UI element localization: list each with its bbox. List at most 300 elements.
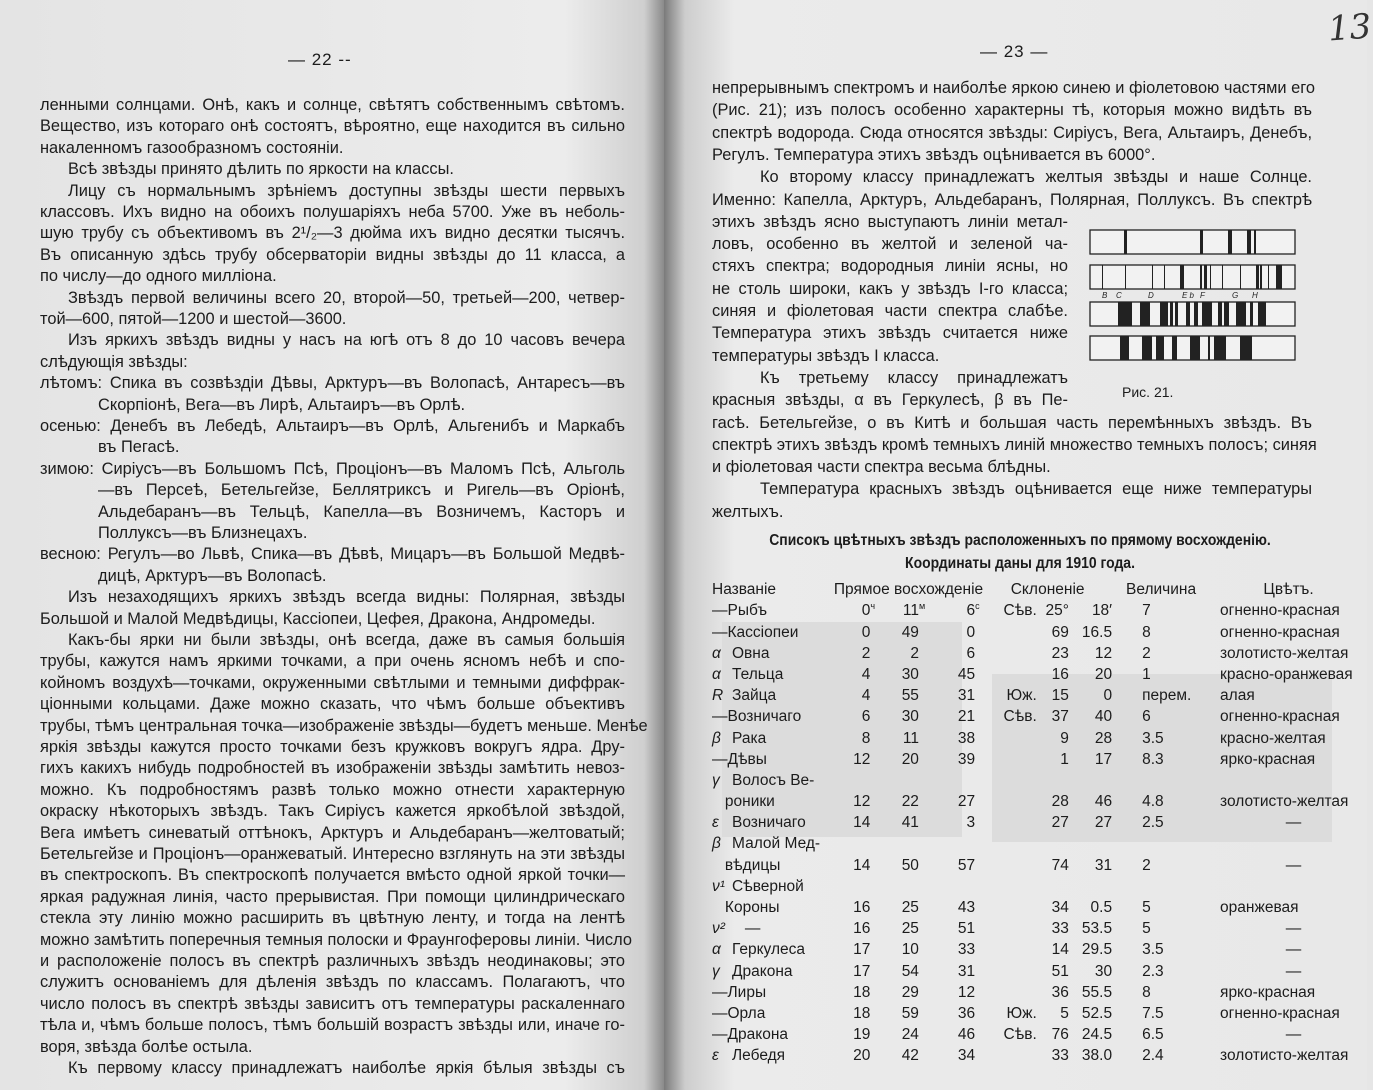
magnitude: 8.3: [1142, 750, 1164, 768]
magnitude: 6: [1142, 708, 1151, 726]
text-line: служитъ основанiемъ для дѣленiя звѣздъ по классамъ. Полагаютъ, что: [40, 973, 625, 992]
ra-value: 6: [966, 644, 976, 662]
absorption-line: [1124, 230, 1127, 254]
ra-value: 11: [902, 602, 919, 620]
star-name-text: —Дракона: [712, 1026, 788, 1044]
star-name: [712, 896, 830, 917]
ra-s: [927, 790, 983, 811]
ra-value: 12: [853, 750, 871, 768]
dec-minutes: 28: [1094, 729, 1113, 747]
dec-degrees: 51: [1051, 962, 1069, 980]
dec-degrees: 74: [1051, 856, 1069, 874]
ra-s: [927, 917, 983, 938]
absorption-line: [1247, 230, 1251, 254]
ra-s: [927, 705, 983, 726]
dec-minutes: 40: [1094, 708, 1113, 726]
text-line: окраску нѣкоторыхъ звѣздъ. Такъ Сирiусъ кажется яркобѣлой звѣздой,: [40, 802, 625, 821]
ra-m: [878, 726, 927, 747]
star-color: —: [1285, 962, 1302, 980]
dec-hemisphere: Юж.: [1006, 687, 1037, 705]
figure-caption: Рис. 21.: [1122, 384, 1174, 400]
table-row: [712, 726, 1367, 747]
dec-minutes: 27: [1094, 814, 1113, 832]
table-header-row: [712, 578, 1367, 599]
text-line: Скорпiонѣ, Вега—въ Лирѣ, Альтаиръ—въ Орлѣ.: [98, 395, 466, 414]
absorption-line: [1250, 302, 1253, 326]
ra-h: [830, 663, 879, 684]
star-name: [712, 811, 830, 832]
text-line: красныя звѣзды, α въ Геркулесѣ, β въ Пе-: [712, 391, 1068, 410]
text-line: койномъ воздухѣ—точками, окруженными свѣтлыми и темными диффрак-: [40, 673, 625, 692]
table-row: [712, 663, 1367, 684]
dec-degrees: [1037, 832, 1069, 853]
text-line: зимою: Сирiусъ—въ Большомъ Псѣ, Процiонъ—въ Маломъ Псѣ, Альголь: [40, 459, 625, 478]
star-name: [712, 769, 830, 790]
dec-degrees: 33: [1051, 920, 1069, 938]
text-line: гихъ какихъ нибудь подробностей въ изображенiи звѣзды замѣтить невоз-: [40, 759, 625, 778]
table-row: [712, 875, 1367, 896]
absorption-line: [1210, 265, 1211, 289]
ra-h: [830, 790, 879, 811]
ra-value: 29: [901, 983, 919, 1001]
ra-value: 18: [853, 1004, 871, 1022]
star-name-text: Зайца: [732, 687, 777, 705]
ra-value: 22: [901, 793, 919, 811]
ra-m: [878, 1044, 927, 1065]
ra-h: [830, 811, 879, 832]
magnitude: 3.5: [1142, 729, 1164, 747]
header-ra: Прямое восхожденiе: [833, 581, 984, 599]
spectral-line-label: H: [1252, 291, 1258, 300]
dec-minutes: 24.5: [1081, 1026, 1113, 1044]
star-letter: γ: [712, 771, 720, 789]
star-color: —: [1285, 814, 1302, 832]
ra-m: [878, 790, 927, 811]
header-color: Цвѣтъ.: [1263, 581, 1314, 599]
ra-value: 38: [957, 729, 976, 747]
ra-value: 3: [966, 814, 976, 832]
star-name: [712, 748, 830, 769]
ra-value: 2: [910, 644, 919, 662]
star-letter: ν²: [712, 920, 725, 938]
text-line: воря, звѣзда болѣе остыла.: [40, 1037, 253, 1056]
star-name: [712, 853, 830, 874]
ra-m: [878, 620, 927, 641]
ra-value: 25: [901, 899, 919, 916]
table-row: [712, 981, 1367, 1002]
table-row: [712, 917, 1367, 938]
text-line: Именно: Капелла, Арктуръ, Альдебаранъ, Полярная, Поллуксъ. Въ спектрѣ: [712, 190, 1312, 209]
text-line: слѣдующiя звѣзды:: [40, 352, 188, 371]
star-name-text: —Кассiопеи: [712, 623, 799, 641]
spectral-line-label: F: [1200, 291, 1205, 300]
ra-value: 59: [901, 1004, 919, 1022]
absorption-line: [1240, 336, 1252, 360]
ra-h: [830, 620, 879, 641]
ra-h: [830, 1002, 879, 1023]
magnitude: [1112, 875, 1210, 896]
magnitude: 2.3: [1142, 962, 1164, 980]
text-line: не столь широки, какъ у звѣздъ I-го класса;: [712, 279, 1068, 298]
spectral-line-label: D: [1148, 291, 1154, 300]
dec-minutes: 53.5: [1081, 920, 1113, 938]
dec-degrees: 5: [1060, 1004, 1069, 1022]
star-name-text: Лебедя: [732, 1047, 786, 1065]
text-line: Поллуксъ—въ Близнецахъ.: [98, 524, 308, 542]
star-name: [712, 705, 830, 726]
dec-degrees: 23: [1051, 644, 1069, 662]
star-name: [712, 726, 830, 747]
star-name-text: Геркулеса: [732, 941, 805, 959]
absorption-line: [1222, 265, 1223, 289]
star-color: алая: [1220, 687, 1255, 705]
star-name-text: Дракона: [732, 962, 793, 980]
magnitude: 5: [1142, 899, 1151, 916]
ra-s: [927, 748, 983, 769]
text-line: Къ третьему классу принадлежатъ: [760, 368, 1068, 387]
text-line: той—600, пятой—1200 и шестой—3600.: [40, 310, 347, 328]
ra-h: [830, 959, 879, 980]
ra-h: [830, 599, 879, 620]
ra-value: 17: [853, 962, 871, 980]
star-letter: α: [712, 665, 721, 683]
ra-s: [927, 938, 983, 959]
header-name: Названiе: [712, 581, 777, 599]
ra-value: 6: [861, 708, 871, 726]
ra-value: 46: [957, 1026, 976, 1044]
ra-h: [830, 896, 879, 917]
ra-s: [927, 875, 983, 896]
dec-hemisphere: [983, 832, 1037, 853]
text-line: тѣла и, чѣмъ больше полосъ, тѣмъ большiй возрастъ звѣзды или, иначе го-: [40, 1016, 625, 1035]
dec-degrees: 34: [1051, 899, 1069, 916]
magnitude: [1112, 832, 1210, 853]
text-line: Регулъ. Температура этихъ звѣздъ оцѣнивается въ 6000°.: [712, 145, 1156, 164]
ra-value: 36: [957, 1004, 976, 1022]
ra-h: [830, 917, 879, 938]
dec-degrees: 76: [1051, 1026, 1069, 1044]
dec-hemisphere: [983, 896, 1037, 917]
star-letter: ε: [712, 1047, 719, 1065]
star-color: огненно-красная: [1220, 602, 1340, 620]
ra-h: [830, 769, 879, 790]
absorption-line: [1224, 302, 1229, 326]
ra-m: [878, 981, 927, 1002]
ra-s: [927, 1044, 983, 1065]
spectral-line-label: C: [1116, 291, 1122, 300]
ra-value: 8: [861, 729, 871, 747]
magnitude: 2.4: [1142, 1047, 1164, 1065]
star-letter: ν¹: [712, 877, 725, 895]
text-line: ленными солнцами. Онѣ, какъ и солнце, свѣтятъ собственнымъ свѣтомъ.: [40, 96, 625, 114]
dec-degrees: 15: [1051, 687, 1069, 705]
ra-value: 0: [966, 623, 976, 641]
absorption-line: [1142, 336, 1152, 360]
table-row: [712, 832, 1367, 853]
star-letter: β: [712, 729, 721, 747]
ra-h: [830, 642, 879, 663]
magnitude: перем.: [1142, 687, 1192, 705]
magnitude: 3.5: [1142, 941, 1164, 959]
star-color: —: [1285, 856, 1302, 874]
star-name-text: Волосъ Ве-: [732, 771, 815, 789]
ra-m: [878, 917, 927, 938]
dec-hemisphere: [983, 726, 1037, 747]
ra-s: [927, 811, 983, 832]
absorption-line: [1236, 302, 1246, 326]
ra-h: [830, 684, 879, 705]
star-letter: γ: [712, 962, 720, 980]
absorption-line: [1125, 265, 1126, 289]
ra-m: [878, 1023, 927, 1044]
table-title: Списокъ цвѣтныхъ звѣздъ расположенныхъ по прямому восхожденiю.: [769, 532, 1271, 549]
text-line: по числу—до одного миллiона.: [40, 267, 277, 286]
dec-hemisphere: Сѣв.: [1003, 708, 1037, 726]
star-name-text: Рака: [732, 729, 767, 747]
ra-h: [830, 981, 879, 1002]
dec-minutes: 17: [1094, 750, 1113, 768]
table-row: [712, 896, 1367, 917]
star-letter: α: [712, 644, 721, 662]
ra-m: [878, 769, 927, 790]
ra-value: 18: [853, 983, 871, 1001]
ra-h: [830, 748, 879, 769]
text-line: можно. Къ подробностямъ развѣ только можно отнести характерную: [40, 780, 625, 799]
dec-minutes: 18′: [1091, 602, 1113, 620]
star-name: [712, 663, 830, 684]
text-line: классовъ. Ихъ видно на обоихъ полушарiяхъ неба 5700. Уже въ неболь-: [40, 203, 625, 221]
ra-value: 33: [957, 941, 976, 959]
table-row: [712, 599, 1367, 620]
dec-hemisphere: [983, 1044, 1037, 1065]
text-line: непрерывнымъ спектромъ и наиболѣе яркою синею и фiолетовою частями его: [712, 79, 1315, 97]
ra-h: [830, 938, 879, 959]
ra-value: 39: [957, 750, 976, 768]
ra-m: [878, 811, 927, 832]
magnitude: 7: [1142, 602, 1151, 620]
ra-s: [927, 684, 983, 705]
absorption-line: [1118, 302, 1132, 326]
absorption-line: [1240, 265, 1241, 289]
ra-value: 11: [902, 729, 919, 747]
ra-value: 27: [957, 793, 976, 811]
absorption-line: [1200, 230, 1203, 254]
star-name-text: Возничаго: [732, 814, 806, 832]
handwritten-page-mark: 13: [1326, 6, 1373, 50]
text-line: стяхъ спектра; водородныя линiи ясны, но: [712, 257, 1068, 276]
ra-s: [927, 853, 983, 874]
ra-value: 16: [853, 920, 871, 938]
absorption-line: [1204, 265, 1207, 289]
star-table: [712, 578, 1367, 1065]
absorption-line: [1200, 265, 1202, 289]
dec-hemisphere: [983, 853, 1037, 874]
dec-degrees: 27: [1051, 814, 1069, 832]
text-line: синяя и фiолетовая части спектра слабѣе.: [712, 302, 1068, 320]
ra-s: [927, 981, 983, 1002]
text-line: и расположенiе полосъ въ спектрѣ различныхъ звѣздъ неодинаковы; это: [40, 952, 625, 970]
text-line: —въ Персеѣ, Бетельгейзе, Беллятриксъ и Ригель—въ Орiонѣ,: [98, 481, 625, 500]
star-color: [1210, 875, 1367, 896]
star-name: [712, 1044, 830, 1065]
ra-value: 14: [853, 814, 871, 832]
ra-value: 49: [901, 623, 919, 641]
star-letter: R: [712, 687, 724, 705]
dec-degrees: 37: [1051, 708, 1069, 726]
dec-minutes: 52.5: [1081, 1004, 1113, 1022]
dec-hemisphere: [983, 790, 1037, 811]
absorption-line: [1280, 265, 1282, 289]
dec-minutes: 55.5: [1081, 983, 1113, 1001]
text-line: Лицу съ нормальнымъ зрѣнiемъ доступны звѣзды шести первыхъ: [68, 181, 625, 200]
star-name-text: Короны: [712, 899, 780, 916]
text-line: цiонными кольцами. Даже можно сказать, что чѣмъ больше объективъ: [40, 695, 625, 714]
absorption-line: [1152, 265, 1153, 289]
absorption-line: [1102, 265, 1103, 289]
star-color: [1210, 832, 1367, 853]
dec-degrees: 16: [1051, 665, 1069, 683]
text-line: температуры звѣздъ I класса.: [712, 346, 940, 365]
absorption-line: [1254, 230, 1256, 254]
star-name-text: —Возничаго: [712, 708, 802, 726]
ra-value: 19: [853, 1026, 871, 1044]
ra-value: 31: [957, 687, 976, 705]
text-line: Въ описанную здѣсь трубу обсерваторiи видны звѣзды до 11 класса, а: [40, 245, 625, 264]
magnitude: 4.8: [1142, 793, 1164, 811]
dec-degrees: 36: [1051, 983, 1069, 1001]
ra-m: [878, 896, 927, 917]
text-line: спектрѣ водорода. Сюда относятся звѣзды: Сирiусъ, Вега, Альтаиръ, Денебъ,: [712, 123, 1312, 142]
star-color: огненно-красная: [1220, 1004, 1340, 1022]
text-line: Альдебаранъ—въ Тельцѣ, Капелла—въ Возничемъ, Касторъ и: [98, 502, 625, 521]
table-row: [712, 620, 1367, 641]
table-row: [712, 1044, 1367, 1065]
absorption-line: [1140, 302, 1150, 326]
dec-hemisphere: [983, 769, 1037, 790]
star-name-text: роники: [712, 793, 775, 811]
dec-hemisphere: [983, 642, 1037, 663]
text-line: Изъ незаходящихъ яркихъ звѣздъ всегда видны: Полярная, звѣзды: [68, 588, 625, 607]
magnitude: 6.5: [1142, 1026, 1164, 1044]
dec-minutes: [1069, 832, 1112, 853]
dec-minutes: 0.5: [1090, 899, 1113, 916]
ra-s: [927, 663, 983, 684]
table-row: [712, 959, 1367, 980]
magnitude: 2: [1142, 644, 1151, 662]
text-line: можно замѣтить поперечныя темныя полоски и Фраунгоферовы линiи. Число: [40, 930, 632, 949]
absorption-line: [1214, 336, 1226, 360]
ra-value: 45: [957, 665, 976, 683]
ra-m: [878, 1002, 927, 1023]
absorption-line: [1258, 302, 1266, 326]
magnitude: 1: [1142, 665, 1151, 683]
ra-h: [830, 832, 879, 853]
text-line: (Рис. 21); изъ полосъ особенно характерны тѣ, которыя можно видѣть въ: [712, 101, 1312, 120]
spectrum-strip: [1090, 230, 1295, 254]
page-number: — 23 —: [980, 42, 1049, 61]
text-line: въ Пегасѣ.: [98, 438, 180, 457]
ra-value: 30: [901, 665, 919, 683]
star-color: золотисто-желтая: [1220, 1047, 1349, 1065]
text-line: Температура красныхъ звѣздъ оцѣнивается еще ниже температуры: [760, 480, 1312, 499]
star-name: [712, 599, 830, 620]
ra-m: [878, 853, 927, 874]
ra-unit: м: [918, 601, 926, 612]
dec-minutes: 46: [1094, 793, 1113, 811]
absorption-line: [1228, 230, 1232, 254]
absorption-line: [1164, 265, 1165, 289]
star-name-text: —Дѣвы: [712, 750, 767, 768]
ra-value: 20: [853, 1047, 871, 1065]
table-row: [712, 769, 1367, 790]
text-line: желтыхъ.: [712, 502, 784, 521]
ra-value: 6: [966, 602, 976, 620]
ra-s: [927, 642, 983, 663]
star-name-text: вѣдицы: [712, 856, 781, 874]
text-line: Вещество, изъ котораго онѣ состоятъ, вѣроятно, еще находится въ сильно: [40, 117, 625, 136]
spectrum-figure: [1088, 222, 1318, 382]
ra-m: [878, 875, 927, 896]
text-line: и фiолетовая части спектра весьма блѣдны.: [712, 458, 1051, 477]
dec-degrees: 33: [1051, 1047, 1069, 1065]
magnitude: 2: [1142, 856, 1151, 874]
ra-value: 43: [957, 899, 976, 916]
dec-hemisphere: [983, 875, 1037, 896]
text-line: Къ первому классу принадлежатъ наиболѣе яркiя бѣлыя звѣзды съ: [68, 1059, 625, 1077]
text-line: Вега имѣетъ синеватый оттѣнокъ, Арктуръ и Альдебаранъ—желтоватый;: [40, 823, 625, 842]
star-name: [712, 959, 830, 980]
dec-hemisphere: [983, 811, 1037, 832]
dec-hemisphere: [983, 917, 1037, 938]
page-number: — 22 --: [288, 50, 352, 69]
star-name-text: Сѣверной: [732, 877, 804, 895]
magnitude: [1112, 769, 1210, 790]
magnitude: 5: [1142, 920, 1151, 938]
star-letter: β: [712, 835, 721, 853]
absorption-line: [1218, 302, 1222, 326]
dec-hemisphere: [983, 620, 1037, 641]
table-row: [712, 705, 1367, 726]
absorption-line: [1276, 265, 1280, 289]
star-color: —: [1285, 920, 1302, 938]
ra-value: 34: [957, 1047, 976, 1065]
spectral-line-label: E b: [1182, 291, 1195, 300]
ra-m: [878, 705, 927, 726]
text-line: лѣтомъ: Спика въ созвѣздiи Дѣвы, Арктуръ—въ Волопасѣ, Антаресъ—въ: [40, 374, 625, 393]
text-line: ловъ, особенно въ желтой и зеленой ча-: [712, 235, 1068, 254]
star-name-text: Овна: [732, 644, 770, 662]
text-line: весною: Регулъ—во Львѣ, Спика—въ Дѣвѣ, Мицаръ—въ Большой Медвѣ-: [40, 545, 625, 564]
ra-value: 17: [853, 941, 871, 959]
ra-m: [878, 684, 927, 705]
dec-minutes: 31: [1094, 856, 1113, 874]
ra-s: [927, 726, 983, 747]
text-line: дицѣ, Арктуръ—въ Волопасѣ.: [98, 566, 327, 585]
text-line: осенью: Денебъ въ Лебедѣ, Альтаиръ—въ Орлѣ, Альгенибъ и Маркабъ: [40, 417, 625, 435]
spectral-line-label: G: [1232, 291, 1239, 300]
ra-s: [927, 832, 983, 853]
absorption-line: [1194, 302, 1198, 326]
dec-hemisphere: [983, 981, 1037, 1002]
star-color: огненно-красная: [1220, 623, 1340, 641]
absorption-line: [1202, 302, 1212, 326]
star-name: [712, 642, 830, 663]
ra-h: [830, 875, 879, 896]
spectral-line-label: B: [1102, 291, 1108, 300]
star-name: [712, 1002, 830, 1023]
text-line: гасѣ. Бетельгейзе, о въ Китѣ и большая часть перемѣнныхъ звѣздъ. Въ: [712, 413, 1312, 432]
dec-degrees: [1037, 875, 1069, 896]
